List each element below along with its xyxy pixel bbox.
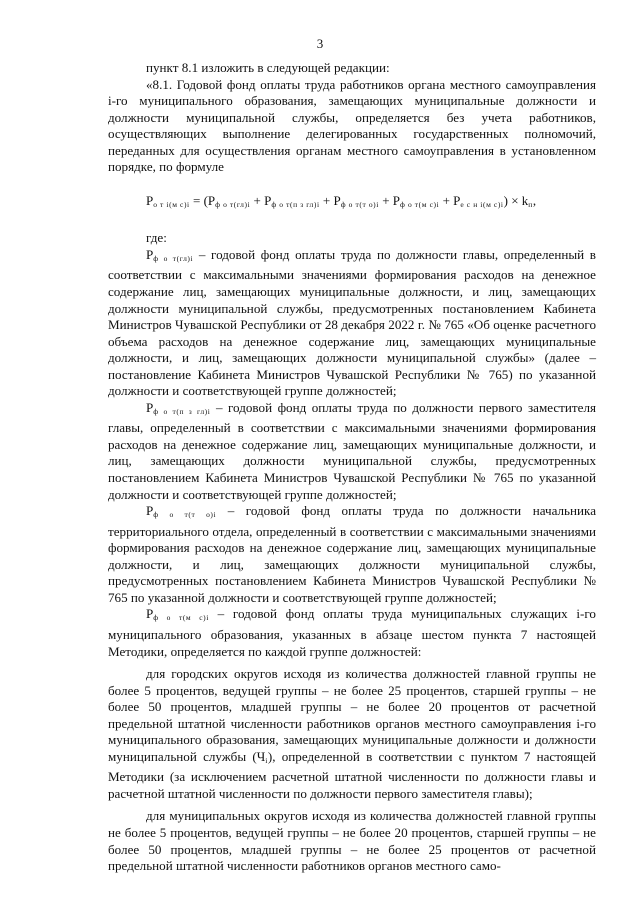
document-body xyxy=(108,60,596,875)
definition-first-deputy: $Р_{ф о т(п з гл)i}$ – годовой фонд оплаты труда по должности первого заместителя главы, определенный в соответствии с максимальными значениями формирования расходов на денежное содержание лиц, замещающих муниципальные должности, и лиц, замещающих должности муниципальной службы, предусмотренных постановлением Кабинета Министров Чувашской Республики № 765 по указанной должности и соответствующей группе должностей; xyxy=(108,399,596,502)
formula: $Р_{о т i(м с)i} = (Р_{ф о т(гл)i} + Р_{ф о т(п з гл)i} + Р_{ф о т(т о)i} + Р_{ф о т(м с)i} + Р_{е с н i(м с)i}) \times k_п$, xyxy=(146,192,537,209)
paragraph-municipal-districts: для муниципальных округов исходя из количества должностей главной группы не более 5 процентов, ведущей группы – не более 20 процентов, старшей группы – не более 50 процентов, младшей группы – не более 25 процентов от расчетной предельной штатной численности работников органов местного само- xyxy=(108,808,596,874)
definition-municipal-servants: $Р_{ф о т(м с)i}$ – годовой фонд оплаты труда муниципальных служащих i-го муниципального образования, указанных в абзаце шестом пункта 7 настоящей Методики, определяется по каждой группе должностей: xyxy=(108,606,596,659)
intro-paragraph: пункт 8.1 изложить в следующей редакции: xyxy=(146,60,390,75)
page-number: 3 xyxy=(316,36,324,51)
where-label: где: xyxy=(146,230,167,246)
paragraph-8-1: «8.1. Годовой фонд оплаты труда работников органа местного самоуправления i-го муниципального образования, замещающих муниципальные должности и должности муниципальной службы, определяется без учета работников, осуществляющих выполнение делегированных государственных полномочий, переданных для осуществления органам местного самоуправления в установленном порядке, по формуле xyxy=(108,76,596,175)
definition-glava: $Р_{ф о т(гл)i}$ – годовой фонд оплаты труда по должности главы, определенный в соответствии с максимальными значениями формирования расходов на денежное содержание лиц, замещающих муниципальные должности, и лиц, замещающих должности муниципальной службы, предусмотренных постановлением Кабинета Министров Чувашской Республики от 28 декабря 2022 г. № 765 «Об оценке расчетного объема расходов на денежное содержание лиц, замещающих муниципальные должности, и лиц, замещающих должности муниципальной службы» (далее – постановление Кабинета Министров Чувашской Республики № 765) по указанной должности и соответствующей группе должностей; xyxy=(108,246,596,399)
definition-territorial-head: $Р_{ф о т(т о)i}$ – годовой фонд оплаты труда по должности начальника территориального отдела, определенный в соответствии с максимальными значениями формирования расходов на денежное содержание лиц, замещающих муниципальные должности, и лиц, замещающих должности муниципальной службы, предусмотренных постановлением Кабинета Министров Чувашской Республики № 765 по указанной должности и соответствующей группе должностей; xyxy=(108,503,597,605)
paragraph-city-districts: для городских округов исходя из количества должностей главной группы не более 5 процентов, ведущей группы – не более 25 процентов, старшей группы – не более 50 процентов, младшей группы – не более 20 процентов от расчетной предельной штатной численности работников органов местного самоуправления i-го муниципального образования, замещающих муниципальные должности и должности муниципальной службы $(Ч_i)$, определенной в соответствии с пунктом 7 настоящей Методики (за исключением расчетной штатной численности по должности главы и расчетной штатной численности по должности первого заместителя главы); xyxy=(108,666,596,801)
